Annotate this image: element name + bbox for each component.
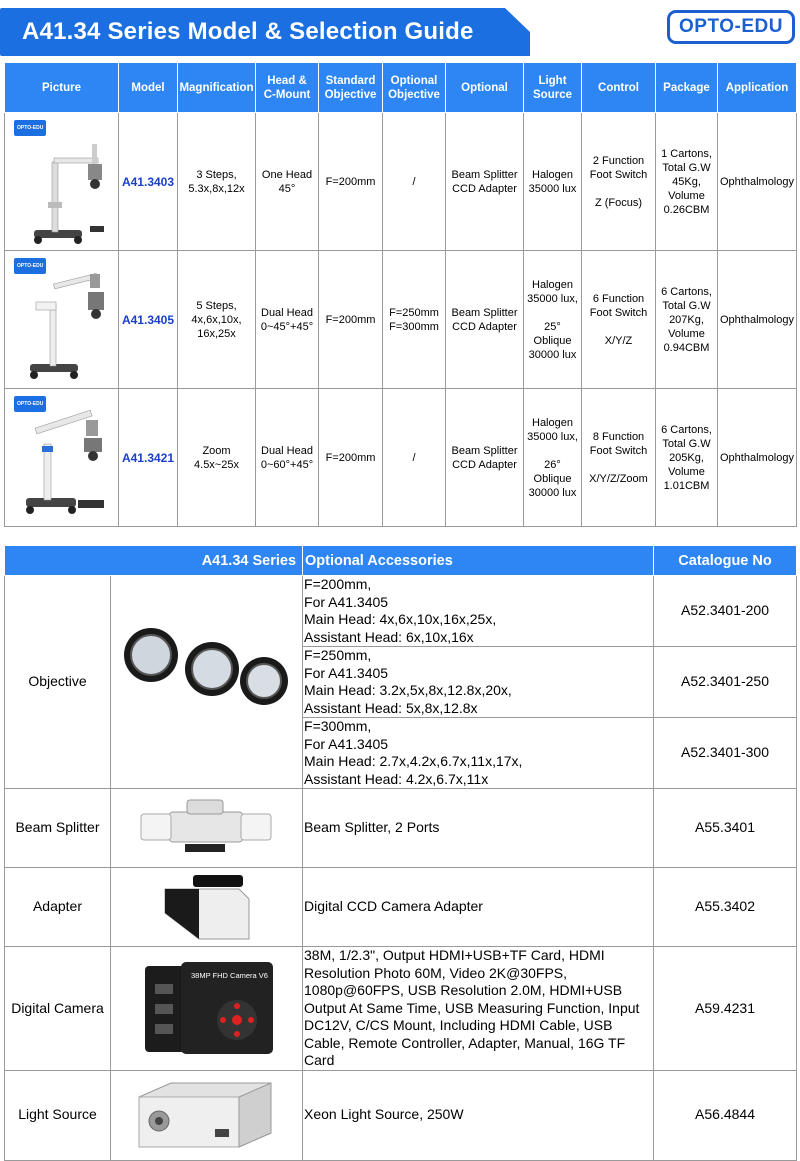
col-header: Magnification: [178, 63, 256, 113]
accessory-image-cell: [111, 789, 303, 868]
accessory-name: Light Source: [5, 1070, 111, 1160]
accessory-name: Adapter: [5, 868, 111, 947]
series-header: A41.34 Series: [5, 546, 303, 576]
col-header: Optional Objective: [383, 63, 446, 113]
table-row: [5, 947, 797, 1071]
catalogue-number: A55.3401: [654, 789, 797, 868]
control-cell: 6 Function Foot Switch X/Y/Z: [582, 251, 656, 389]
accessory-image-cell: [111, 947, 303, 1071]
head-cell: Dual Head 0~45°+45°: [256, 251, 319, 389]
table-row: [5, 113, 797, 251]
control-cell: 2 Function Foot Switch Z (Focus): [582, 113, 656, 251]
accessory-description: 38M, 1/2.3", Output HDMI+USB+TF Card, HDMI Resolution Photo 60M, Video 2K@30FPS, 1080p@60FPS, USB Resolution 2.0M, HDMI+USB Output At Same Time, USB Measuring Function, Input DC12V, C/CS Mount, Including HDMI Cable, USB Cable, Remote Controller, Adapter, Manual, 16G TF Card: [303, 947, 654, 1071]
optional-cell: Beam Splitter CCD Adapter: [446, 251, 524, 389]
magnification-cell: Zoom 4.5x~25x: [178, 389, 256, 527]
col-header: Standard Objective: [319, 63, 383, 113]
standard-objective-cell: F=200mm: [319, 251, 383, 389]
accessory-name: Objective: [5, 576, 111, 789]
accessory-name: Digital Camera: [5, 947, 111, 1071]
catalogue-number: A55.3402: [654, 868, 797, 947]
catalogue-number: A52.3401-300: [654, 718, 797, 789]
col-header: Control: [582, 63, 656, 113]
application-cell: Ophthalmology: [718, 389, 797, 527]
digital-camera-image: [111, 948, 301, 1068]
catalogue-number: A56.4844: [654, 1070, 797, 1160]
optional-objective-cell: /: [383, 113, 446, 251]
optional-cell: Beam Splitter CCD Adapter: [446, 113, 524, 251]
catalogue-header: Catalogue No: [654, 546, 797, 576]
accessory-image-cell: [111, 868, 303, 947]
mini-logo: OPTO-EDU: [14, 396, 46, 412]
application-cell: Ophthalmology: [718, 113, 797, 251]
accessory-description: F=200mm, For A41.3405 Main Head: 4x,6x,10x,16x,25x, Assistant Head: 6x,10x,16x: [303, 576, 654, 647]
page-title: A41.34 Series Model & Selection Guide: [22, 18, 474, 45]
col-header: Optional: [446, 63, 524, 113]
application-cell: Ophthalmology: [718, 251, 797, 389]
accessory-name: Beam Splitter: [5, 789, 111, 868]
camera-adapter-image: [111, 869, 301, 946]
optional-cell: Beam Splitter CCD Adapter: [446, 389, 524, 527]
magnification-cell: 3 Steps, 5.3x,8x,12x: [178, 113, 256, 251]
magnification-cell: 5 Steps, 4x,6x,10x, 16x,25x: [178, 251, 256, 389]
light-source-image: [111, 1071, 301, 1159]
mini-logo: OPTO-EDU: [14, 258, 46, 274]
table-row: [5, 389, 797, 527]
beam-splitter-image: [111, 790, 301, 867]
optional-objective-cell: /: [383, 389, 446, 527]
optional-objective-cell: F=250mm F=300mm: [383, 251, 446, 389]
accessories-header: Optional Accessories: [303, 546, 654, 576]
accessories-table: [4, 545, 797, 1161]
product-picture-cell: [5, 251, 119, 389]
mini-logo: OPTO-EDU: [14, 120, 46, 136]
col-header: Picture: [5, 63, 119, 113]
head-cell: One Head 45°: [256, 113, 319, 251]
col-header: Application: [718, 63, 797, 113]
standard-objective-cell: F=200mm: [319, 113, 383, 251]
control-cell: 8 Function Foot Switch X/Y/Z/Zoom: [582, 389, 656, 527]
package-cell: 6 Cartons, Total G.W 205Kg, Volume 1.01CBM: [656, 389, 718, 527]
model-selection-table: [4, 62, 797, 527]
table-row: [5, 789, 797, 868]
col-header: Head & C-Mount: [256, 63, 319, 113]
objective-lenses-image: [111, 577, 301, 787]
table-row: [5, 576, 797, 647]
accessory-image-cell: [111, 1070, 303, 1160]
col-header: Package: [656, 63, 718, 113]
package-cell: 6 Cartons, Total G.W 207Kg, Volume 0.94CBM: [656, 251, 718, 389]
model-cell: A41.3403: [119, 113, 178, 251]
package-cell: 1 Cartons, Total G.W 45Kg, Volume 0.26CBM: [656, 113, 718, 251]
head-cell: Dual Head 0~60°+45°: [256, 389, 319, 527]
light-source-cell: Halogen 35000 lux: [524, 113, 582, 251]
col-header: Light Source: [524, 63, 582, 113]
light-source-cell: Halogen 35000 lux, 26° Oblique 30000 lux: [524, 389, 582, 527]
table-row: [5, 1070, 797, 1160]
catalogue-number: A52.3401-250: [654, 647, 797, 718]
standard-objective-cell: F=200mm: [319, 389, 383, 527]
table-header-row: [5, 546, 797, 576]
model-cell: A41.3405: [119, 251, 178, 389]
product-picture-cell: [5, 113, 119, 251]
catalogue-number: A59.4231: [654, 947, 797, 1071]
model-cell: A41.3421: [119, 389, 178, 527]
table-row: [5, 868, 797, 947]
accessory-description: F=300mm, For A41.3405 Main Head: 2.7x,4.2x,6.7x,11x,17x, Assistant Head: 4.2x,6.7x,11x: [303, 718, 654, 789]
brand-logo: OPTO-EDU: [667, 10, 795, 44]
accessory-description: F=250mm, For A41.3405 Main Head: 3.2x,5x,8x,12.8x,20x, Assistant Head: 5x,8x,12.8x: [303, 647, 654, 718]
light-source-cell: Halogen 35000 lux, 25° Oblique 30000 lux: [524, 251, 582, 389]
accessory-description: Xeon Light Source, 250W: [303, 1070, 654, 1160]
product-picture-cell: [5, 389, 119, 527]
table-row: [5, 251, 797, 389]
accessory-description: Digital CCD Camera Adapter: [303, 868, 654, 947]
catalogue-number: A52.3401-200: [654, 576, 797, 647]
camera-label: 38MP FHD Camera V6: [191, 971, 268, 981]
accessory-image-cell: [111, 576, 303, 789]
col-header: Model: [119, 63, 178, 113]
table-header-row: [5, 63, 797, 113]
accessory-description: Beam Splitter, 2 Ports: [303, 789, 654, 868]
